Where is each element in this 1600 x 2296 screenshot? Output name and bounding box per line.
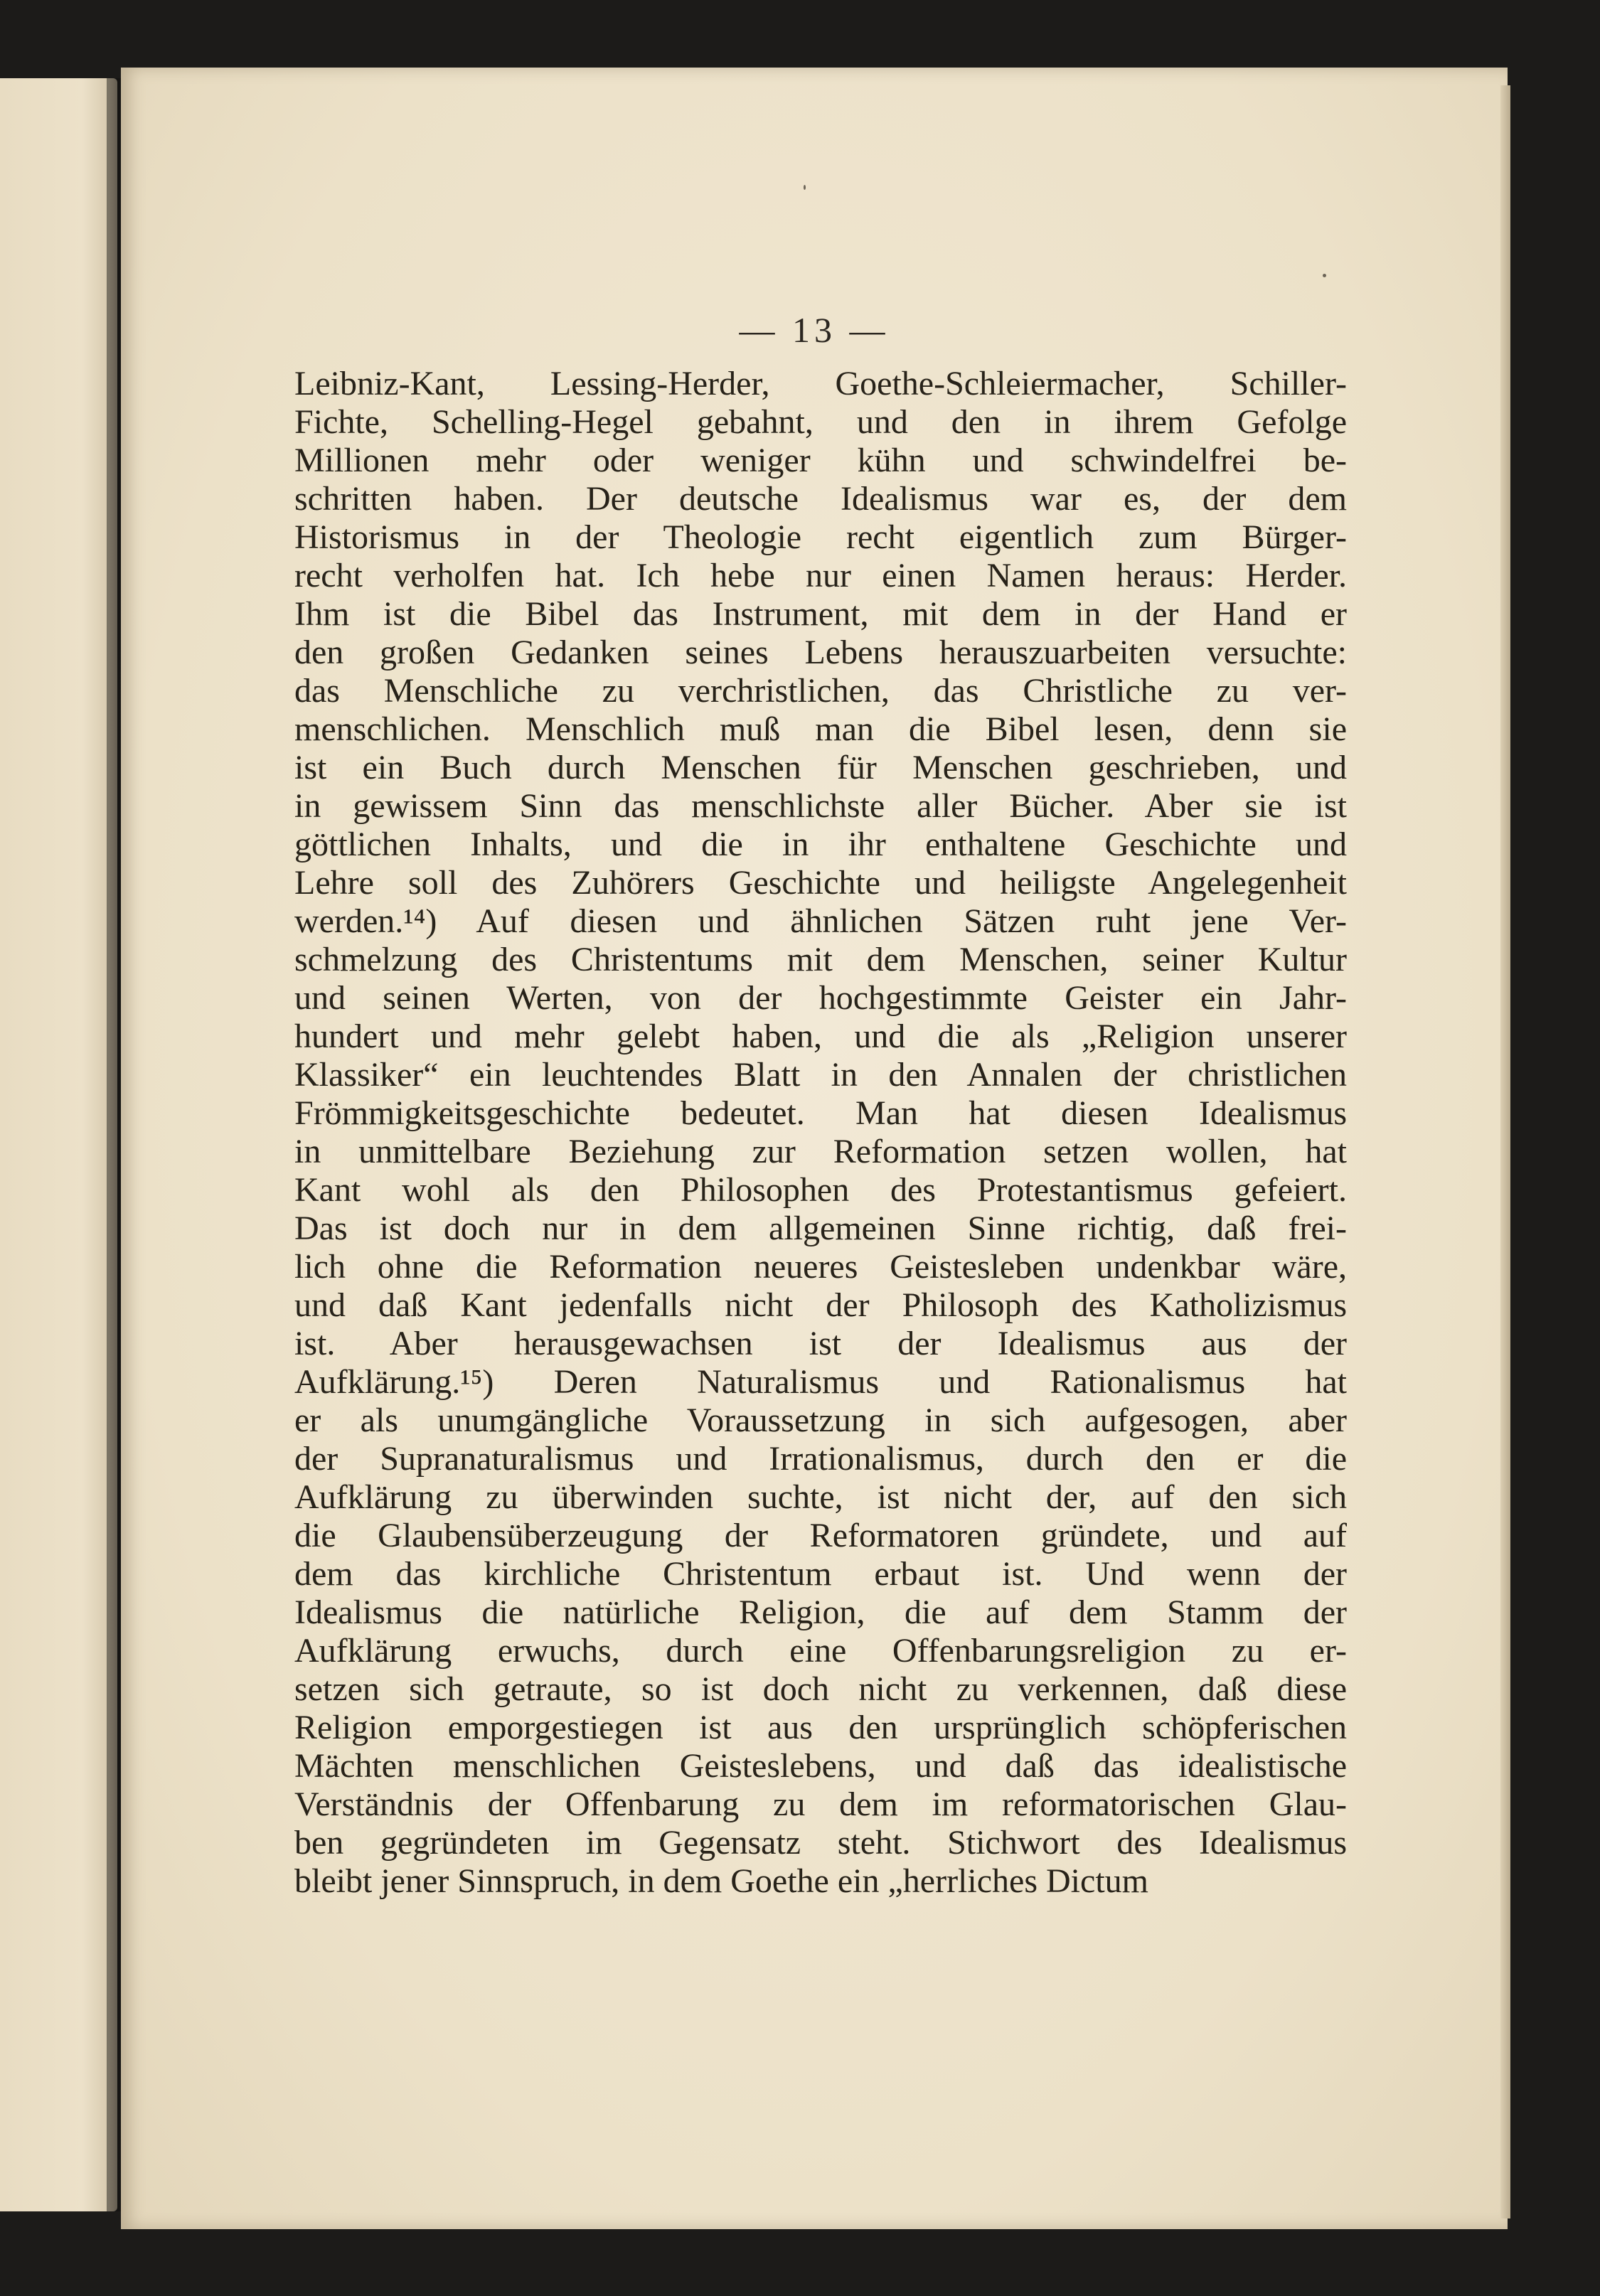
text-line: menschlichen. Menschlich muß man die Bibel lesen, denn sie	[294, 710, 1347, 748]
page-edge	[1500, 85, 1510, 2218]
text-line: recht verholfen hat. Ich hebe nur einen Namen heraus: Herder.	[294, 557, 1347, 594]
paper-speck	[1323, 274, 1326, 277]
text-line: hundert und mehr gelebt haben, und die als „Religion unserer	[294, 1018, 1347, 1055]
text-line: Religion emporgestiegen ist aus den ursprünglich schöpferischen	[294, 1709, 1347, 1746]
text-line: Idealismus die natürliche Religion, die auf dem Stamm der	[294, 1593, 1347, 1631]
text-line: werden.¹⁴) Auf diesen und ähnlichen Sätzen ruht jene Ver-	[294, 902, 1347, 940]
text-line: Aufklärung zu überwinden suchte, ist nicht der, auf den sich	[294, 1478, 1347, 1516]
text-line: Ihm ist die Bibel das Instrument, mit dem in der Hand er	[294, 595, 1347, 633]
text-line: der Supranaturalismus und Irrationalismus, durch den er die	[294, 1440, 1347, 1478]
text-line: ist. Aber herausgewachsen ist der Idealismus aus der	[294, 1325, 1347, 1362]
text-line: in gewissem Sinn das menschlichste aller Bücher. Aber sie ist	[294, 787, 1347, 825]
text-line: Millionen mehr oder weniger kühn und schwindelfrei be-	[294, 442, 1347, 479]
text-line: Lehre soll des Zuhörers Geschichte und heiligste Angelegenheit	[294, 864, 1347, 902]
text-line: in unmittelbare Beziehung zur Reformation setzen wollen, hat	[294, 1133, 1347, 1170]
text-line: dem das kirchliche Christentum erbaut ist. Und wenn der	[294, 1555, 1347, 1593]
text-line: ist ein Buch durch Menschen für Menschen geschrieben, und	[294, 749, 1347, 786]
text-line: Fichte, Schelling-Hegel gebahnt, und den in ihrem Gefolge	[294, 403, 1347, 441]
text-line: Aufklärung.¹⁵) Deren Naturalismus und Rationalismus hat	[294, 1363, 1347, 1401]
text-line: die Glaubensüberzeugung der Reformatoren gründete, und auf	[294, 1517, 1347, 1554]
text-line: das Menschliche zu verchristlichen, das Christliche zu ver-	[294, 672, 1347, 710]
text-line: bleibt jener Sinnspruch, in dem Goethe ein „herrliches Dictum	[294, 1862, 1148, 1900]
text-line: lich ohne die Reformation neueres Geistesleben undenkbar wäre,	[294, 1248, 1347, 1286]
text-line: Verständnis der Offenbarung zu dem im reformatorischen Glau-	[294, 1785, 1347, 1823]
text-line: Das ist doch nur in dem allgemeinen Sinne richtig, daß frei-	[294, 1210, 1347, 1247]
text-line: Klassiker“ ein leuchtendes Blatt in den Annalen der christlichen	[294, 1056, 1347, 1094]
text-line: Kant wohl als den Philosophen des Protestantismus gefeiert.	[294, 1171, 1347, 1209]
facing-page-edge	[0, 78, 117, 2211]
text-line: Aufklärung erwuchs, durch eine Offenbarungsreligion zu er-	[294, 1632, 1347, 1670]
text-line: schmelzung des Christentums mit dem Menschen, seiner Kultur	[294, 941, 1347, 978]
text-line: den großen Gedanken seines Lebens herauszuarbeiten versuchte:	[294, 634, 1347, 671]
text-line: er als unumgängliche Voraussetzung in sich aufgesogen, aber	[294, 1401, 1347, 1439]
text-line: ben gegründeten im Gegensatz steht. Stichwort des Idealismus	[294, 1824, 1347, 1862]
text-line: Historismus in der Theologie recht eigentlich zum Bürger-	[294, 518, 1347, 556]
text-line: göttlichen Inhalts, und die in ihr enthaltene Geschichte und	[294, 826, 1347, 863]
text-line: und seinen Werten, von der hochgestimmte Geister ein Jahr-	[294, 979, 1347, 1017]
text-line: Mächten menschlichen Geisteslebens, und daß das idealistische	[294, 1747, 1347, 1785]
text-line: Frömmigkeitsgeschichte bedeutet. Man hat diesen Idealismus	[294, 1094, 1347, 1132]
text-line: setzen sich getraute, so ist doch nicht zu verkennen, daß diese	[294, 1670, 1347, 1708]
text-line: Leibniz-Kant, Lessing-Herder, Goethe-Schleiermacher, Schiller-	[294, 365, 1347, 402]
paper-speck	[804, 185, 806, 190]
book-page	[121, 68, 1508, 2229]
page-number: — 13 —	[739, 310, 890, 350]
text-line: schritten haben. Der deutsche Idealismus war es, der dem	[294, 480, 1347, 518]
body-text	[294, 365, 1347, 1901]
text-line: und daß Kant jedenfalls nicht der Philosoph des Katholizismus	[294, 1286, 1347, 1324]
